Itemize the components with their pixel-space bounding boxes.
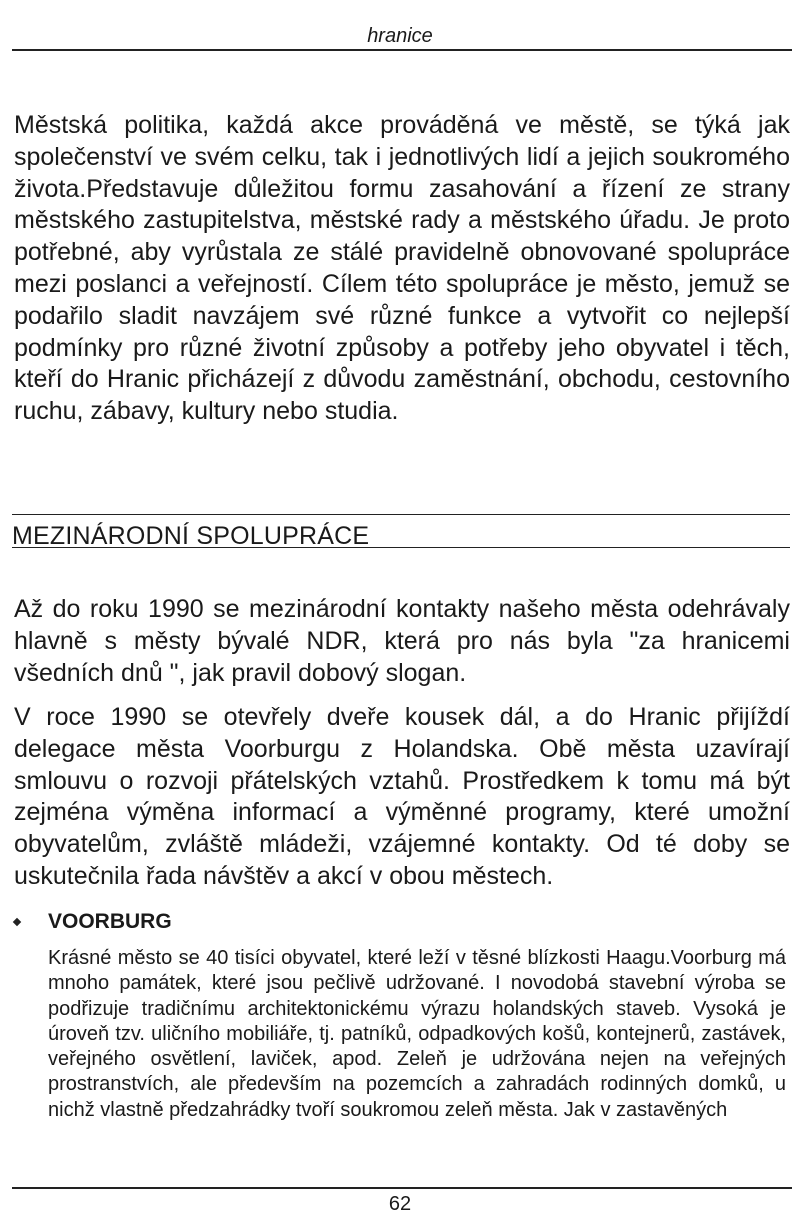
section-paragraph-2: V roce 1990 se otevřely dveře kousek dál, a do Hranic přijíždí delegace města Voorburgu z Holandska. Obě města uzavírají smlouvu o rozvoji přátelských vztahů. Prostředkem k tomu má být zejména výměna informací a výměnné programy, které umožní obyvatelům, zvláště mládeži, vzájemné kontakty. Od té doby se uskutečnila řada návštěv a akcí v obou městech. bbox=[14, 703, 790, 890]
intro-paragraph: Městská politika, každá akce prováděná ve městě, se týká jak společenství ve svém celku, tak i jednotlivých lidí a jejich soukromého života.Představuje důležitou formu zasahování a řízení ze strany městského zastupitelstva, městské rady a městského úřadu. Je proto potřebné, aby vyrůstala ze stálé pravidelně obnovované spolupráce mezi poslanci a veřejností. Cílem této spolupráce je město, jemuž se podařilo sladit navzájem své různé funkce a vytvořit co nejlepší podmínky pro různé životní způsoby a potřeby jeho obyvatel i těch, kteří do Hranic přicházejí z důvodu zaměstnání, obchodu, cestovního ruchu, zábavy, kultury nebo studia. bbox=[14, 111, 790, 426]
section-heading: MEZINÁRODNÍ SPOLUPRÁCE bbox=[12, 522, 370, 550]
page-number: 62 bbox=[388, 1193, 412, 1215]
bullet-heading-row bbox=[12, 907, 792, 943]
bullet-heading: VOORBURG bbox=[48, 910, 172, 933]
running-header-title: hranice bbox=[367, 25, 433, 47]
section-bottom-rule bbox=[12, 547, 790, 548]
section-top-rule bbox=[12, 514, 790, 515]
diamond-bullet-icon bbox=[13, 918, 21, 926]
section-paragraph-1: Až do roku 1990 se mezinárodní kontakty našeho města odehrávaly hlavně s městy bývalé NDR, která pro nás byla "za hranicemi všedních dnů ", jak pravil dobový slogan. bbox=[14, 595, 790, 687]
bullet-paragraph: Krásné město se 40 tisíci obyvatel, které leží v těsné blízkosti Haagu.Voorburg má mnoho památek, které jsou pečlivě udržované. I novodobá stavební výroba se podřizuje tradičnímu architektonickému výrazu holandských staveb. Vysoká je úroveň tzv. uličního mobiliáře, tj. patníků, odpadkových košů, kontejnerů, zastávek, veřejného osvětlení, laviček, apod. Zeleň je udržována nejen na veřejných prostranstvích, ale především na pozemcích a zahradách rodinných domků, u nichž vlastně předzahrádky tvoří soukromou zeleň města. Jak v zastavěných bbox=[48, 947, 786, 1121]
footer-rule bbox=[12, 1187, 792, 1189]
header-rule bbox=[12, 49, 792, 51]
